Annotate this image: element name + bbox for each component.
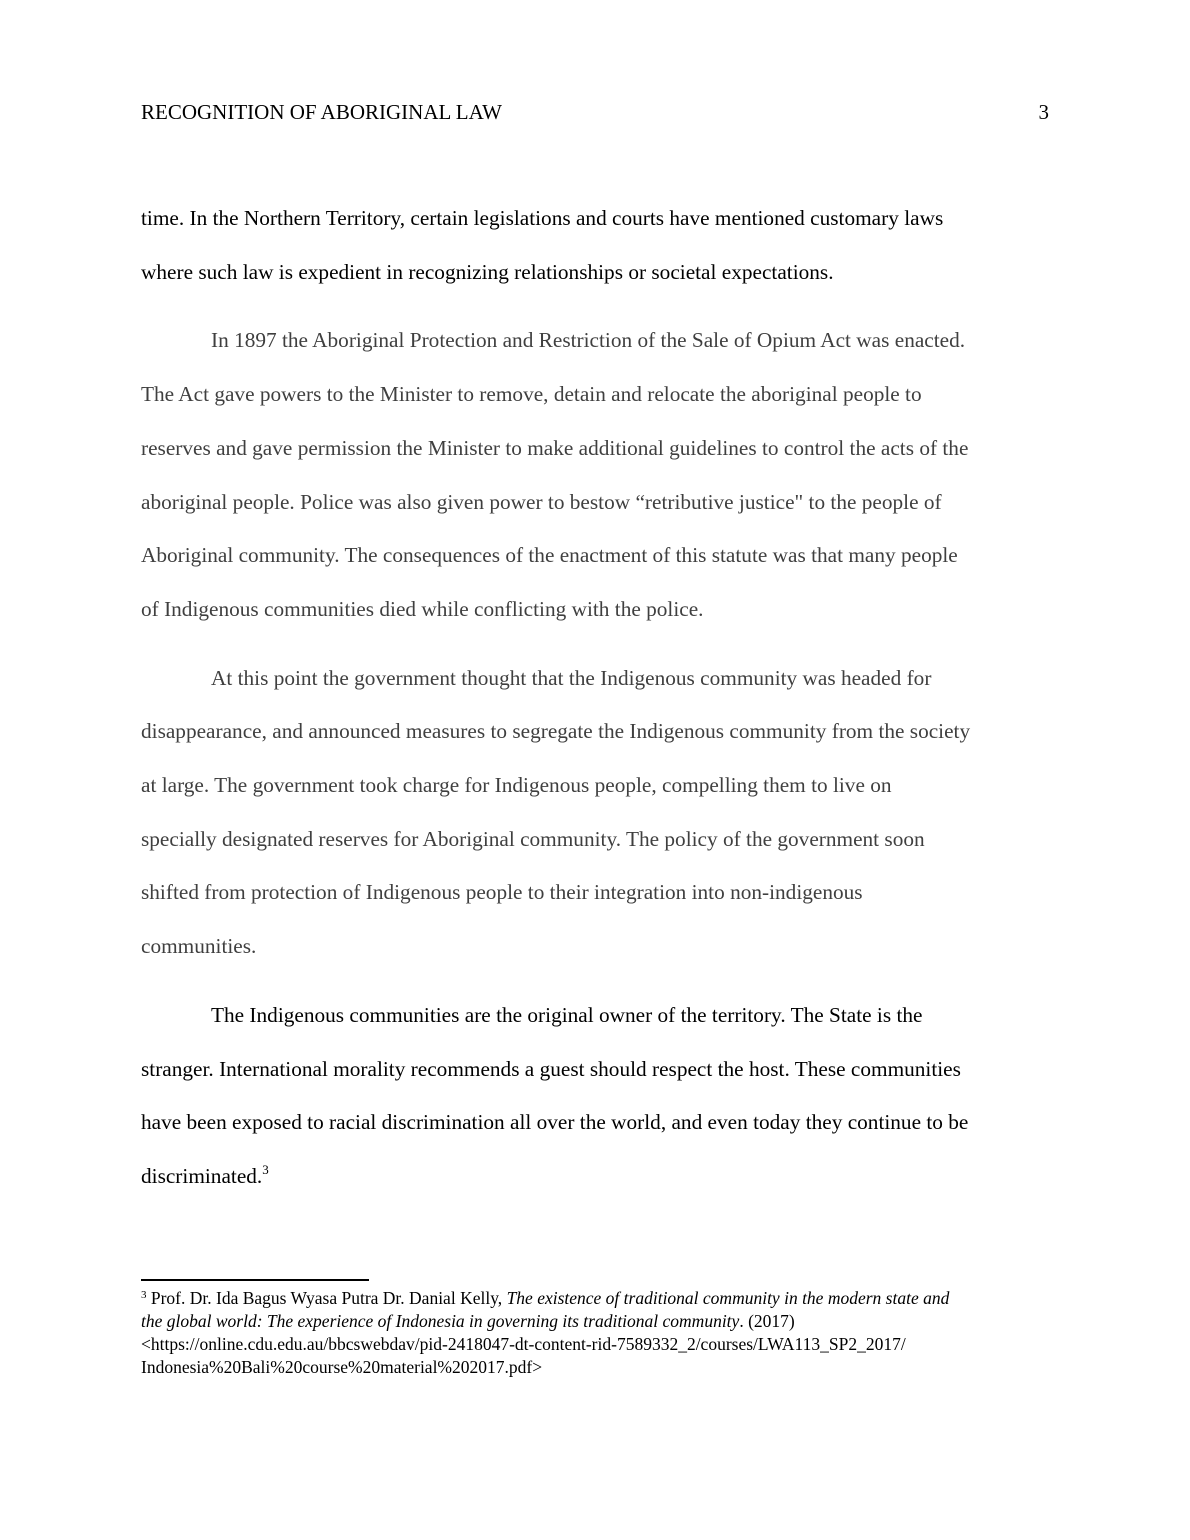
paragraph-line: time. In the Northern Territory, certain legislations and courts have mentioned customary laws	[141, 206, 944, 230]
paragraph-continuation	[141, 192, 1051, 299]
paragraph-line: have been exposed to racial discrimination all over the world, and even today they continue to be	[141, 1110, 969, 1135]
footnote-separator	[141, 1279, 369, 1281]
footnote-line	[141, 1310, 1056, 1333]
footnote-url[interactable]: Indonesia%20Bali%20course%20material%202017.pdf>	[141, 1357, 543, 1377]
document-body	[141, 192, 1051, 1219]
paragraph-line: of Indigenous communities died while conflicting with the police.	[141, 596, 704, 621]
paragraph-line: at large. The government took charge for Indigenous people, compelling them to live on	[141, 773, 892, 798]
paragraph-line: The Act gave powers to the Minister to remove, detain and relocate the aboriginal people to	[141, 382, 922, 407]
paragraph-line: where such law is expedient in recognizing relationships or societal expectations.	[141, 259, 834, 284]
paragraph-line: Aboriginal community. The consequences of the enactment of this statute was that many people	[141, 543, 958, 568]
footnote-title: The existence of traditional community in the modern state and	[506, 1288, 950, 1308]
paragraph-opium-act	[141, 314, 1051, 636]
paragraph-line-text: discriminated.	[141, 1163, 263, 1188]
paragraph-line: At this point the government thought that the Indigenous community was headed for	[211, 665, 932, 690]
footnote-line	[141, 1287, 1056, 1310]
footnote-url[interactable]: <https://online.cdu.edu.au/bbcswebdav/pid-2418047-dt-content-rid-7589332_2/courses/LWA113_SP2_2017/	[141, 1334, 906, 1354]
paragraph-line: communities.	[141, 934, 257, 959]
paragraph-line: shifted from protection of Indigenous people to their integration into non-indigenous	[141, 880, 863, 905]
paragraph-line: aboriginal people. Police was also given power to bestow “retributive justice" to the people of	[141, 489, 942, 514]
paragraph-segregation	[141, 652, 1051, 974]
running-head-title: RECOGNITION OF ABORIGINAL LAW	[141, 100, 502, 124]
footnote-reference[interactable]: 3	[262, 1161, 269, 1177]
footnote-year: . (2017)	[739, 1311, 795, 1331]
paragraph-line-last	[141, 1150, 1051, 1204]
paragraph-line: In 1897 the Aboriginal Protection and Restriction of the Sale of Opium Act was enacted.	[211, 328, 966, 353]
paragraph-line: disappearance, and announced measures to segregate the Indigenous community from the society	[141, 719, 971, 744]
paragraph-line: The Indigenous communities are the original owner of the territory. The State is the	[211, 1002, 923, 1027]
paragraph-original-owners	[141, 989, 1051, 1204]
footnote	[141, 1287, 1056, 1379]
footnote-authors: Prof. Dr. Ida Bagus Wyasa Putra Dr. Danial Kelly,	[150, 1288, 507, 1308]
paragraph-line: stranger. International morality recommends a guest should respect the host. These communities	[141, 1056, 961, 1081]
footnote-title: the global world: The experience of Indonesia in governing its traditional community	[141, 1311, 740, 1331]
page-number: 3	[1038, 100, 1049, 124]
footnote-marker: 3	[141, 1289, 147, 1301]
paragraph-line: reserves and gave permission the Minister to make additional guidelines to control the acts of the	[141, 435, 969, 460]
paragraph-line: specially designated reserves for Aboriginal community. The policy of the government soon	[141, 826, 925, 851]
